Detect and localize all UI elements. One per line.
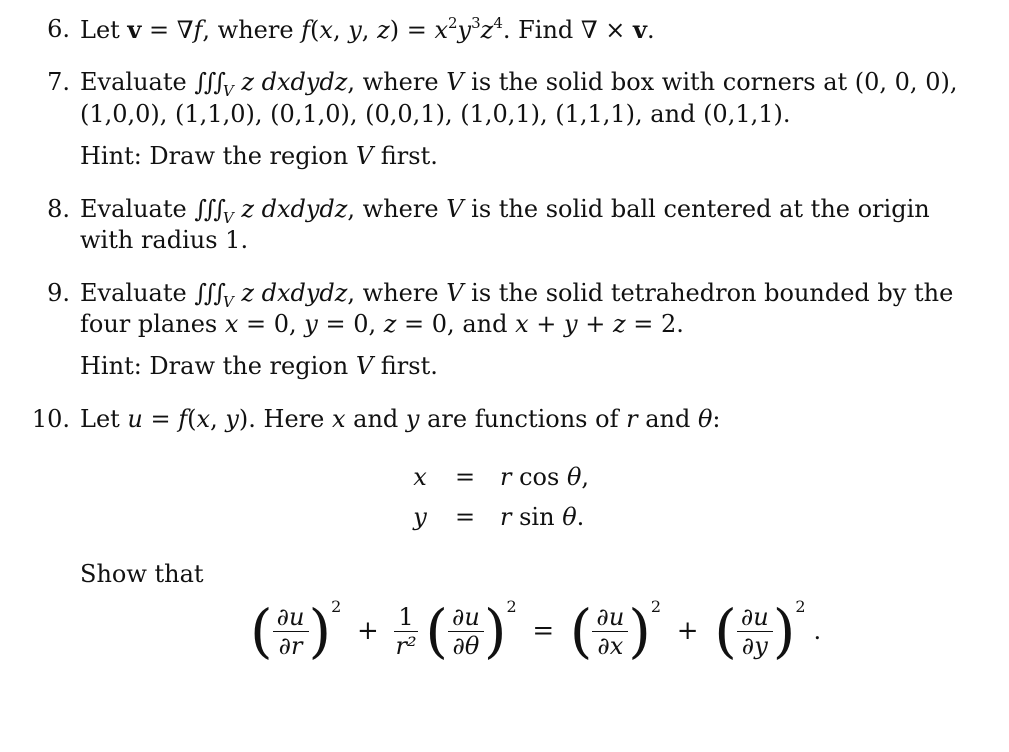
fraction-du-dr: $\frac{\partial u}{\partial r}$: [273, 603, 309, 660]
plus-sign: +: [676, 616, 699, 646]
problem-number: 9.: [47, 279, 70, 307]
problem-8-line1: Evaluate $\int\int\int_V$ z dxdydz, where V is the solid ball centered at the origin: [80, 195, 930, 227]
problem-8-line2: with radius 1.: [80, 226, 249, 254]
right-paren: ): [308, 597, 332, 665]
fraction-du-dtheta: $\frac{\partial u}{\partial\theta}$: [448, 603, 484, 660]
left-paren: (: [425, 597, 448, 665]
problem-9-hint: Hint: Draw the region V first.: [80, 352, 438, 380]
right-paren: ): [483, 597, 507, 665]
right-paren: ): [772, 597, 796, 665]
exponent: 2: [331, 596, 342, 616]
left-paren: (: [250, 597, 273, 665]
exponent: 2: [506, 596, 517, 616]
eq-equals: =: [454, 503, 476, 531]
display-formula: [250, 596, 822, 665]
eq-rhs-y: r sin θ.: [500, 503, 585, 531]
equals-sign: =: [532, 616, 555, 646]
problem-number: 10.: [31, 405, 70, 433]
eq-lhs-y: y: [413, 503, 427, 531]
exponent: 2: [795, 596, 806, 616]
left-paren: (: [569, 597, 593, 665]
problem-number: 7.: [47, 68, 70, 96]
exponent: 2: [650, 596, 662, 616]
fraction-one-over-r2: $\frac{1}{\text{r²}}$: [395, 602, 417, 660]
problem-number: 8.: [47, 195, 70, 223]
problem-7-line2: (1,0,0), (1,1,0), (0,1,0), (0,0,1), (1,0,1), (1,1,1), and (0,1,1).: [80, 100, 791, 128]
show-that-text: Show that: [80, 560, 204, 588]
problem-number: 6.: [47, 15, 70, 43]
eq-equals: =: [454, 463, 476, 491]
problem-9-line1: Evaluate $\int\int\int_V$ z dxdydz, where V is the solid tetrahedron bounded by the: [80, 279, 954, 311]
problem-7-hint: Hint: Draw the region V first.: [80, 142, 438, 170]
problem-10-line1: Let u = f(x, y). Here x and y are functions of r and θ:: [80, 405, 721, 433]
problem-7-line1: Evaluate $\int\int\int_V$ z dxdydz, where V is the solid box with corners at (0, 0, 0),: [80, 68, 958, 100]
eq-lhs-x: x: [413, 463, 427, 491]
plus-sign: +: [356, 616, 379, 646]
eq-rhs-x: r cos θ,: [500, 463, 590, 491]
formula-period: .: [813, 617, 822, 645]
fraction-du-dy: $\frac{\partial u}{\partial y}$: [737, 603, 773, 660]
fraction-du-dx: $\frac{\partial u}{\partial x}$: [592, 603, 628, 660]
problem-9-line2: four planes x = 0, y = 0, z = 0, and x + y + z = 2.: [80, 310, 684, 338]
right-paren: ): [628, 597, 651, 665]
left-paren: (: [714, 597, 737, 665]
problem-6-text: Let v = ∇f, where f(x, y, $z) = x^2y^3z^4$. Find ∇ × v.: [80, 14, 655, 44]
